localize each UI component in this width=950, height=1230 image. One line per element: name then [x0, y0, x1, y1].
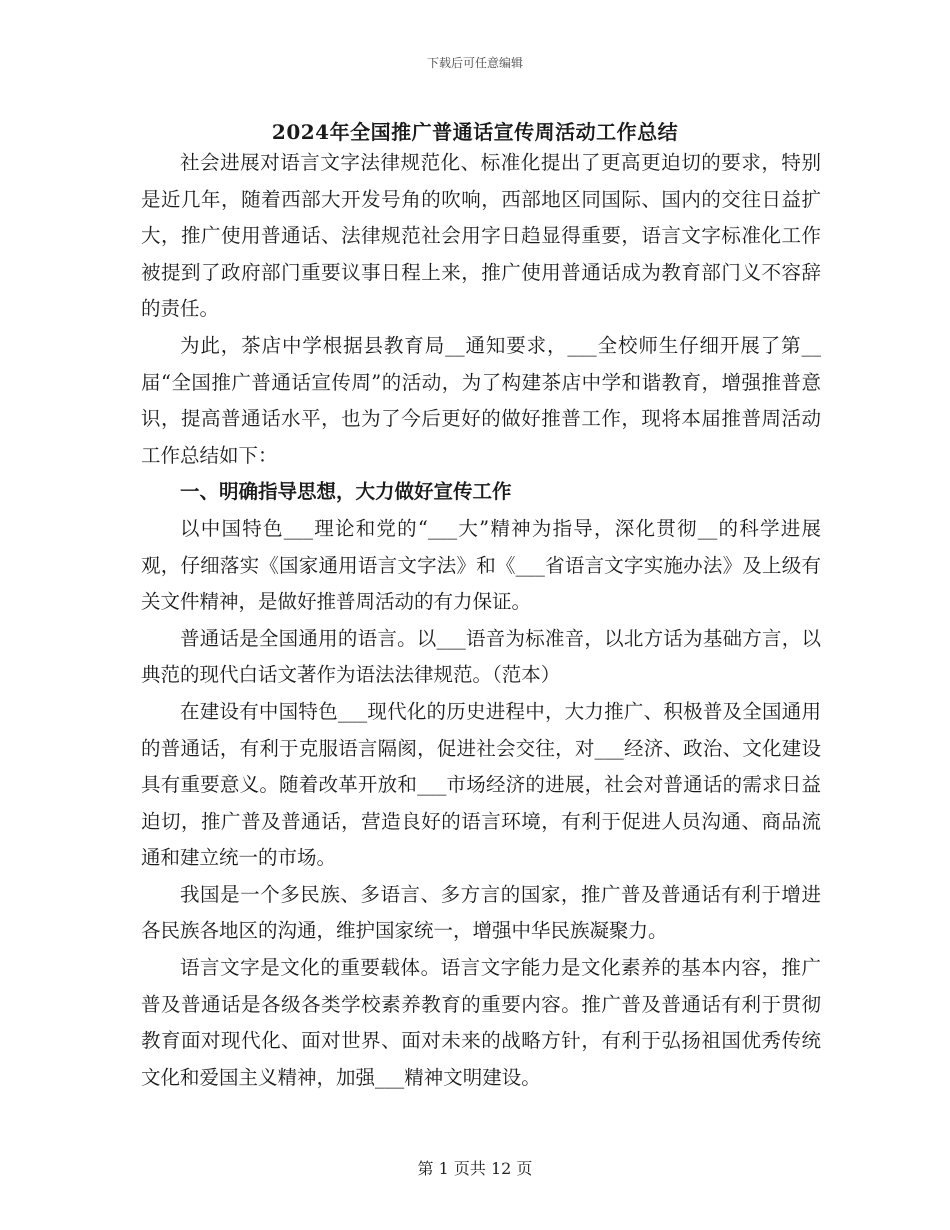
section1-paragraph-4: 我国是一个多民族、多语言、多方言的国家，推广普及普通话有利于增进各民族各地区的沟通，维护国家统一，增强中华民族凝聚力。: [141, 882, 821, 943]
section1-paragraph-5: 语言文字是文化的重要载体。语言文字能力是文化素养的基本内容，推广普及普通话是各级各类学校素养教育的重要内容。推广普及普通话有利于贯彻教育面对现代化、面对世界、面对未来的战略方针，有利于弘扬祖国优秀传统文化和爱国主义精神，加强___精神文明建设。: [141, 956, 821, 1089]
document-title: 2024年全国推广普通话宣传周活动工作总结: [271, 120, 679, 144]
section-heading-1: 一、明确指导思想，大力做好宣传工作: [180, 480, 512, 504]
document-body: [141, 145, 821, 1096]
page-header-note: 下载后可任意编辑: [426, 56, 523, 70]
page-number-footer: 第 1 页共 12 页: [417, 1159, 533, 1178]
section1-paragraph-1: 以中国特色___理论和党的“___大”精神为指导，深化贯彻__的科学进展观，仔细落实《国家通用语言文字法》和《___省语言文字实施办法》及上级有关文件精神，是做好推普周活动的有力保证。: [141, 516, 821, 614]
section1-paragraph-3: 在建设有中国特色___现代化的历史进程中，大力推广、积极普及全国通用的普通话，有利于克服语言隔阂，促进社会交往，对___经济、政治、文化建设具有重要意义。随着改革开放和___市场经济的进展，社会对普通话的需求日益迫切，推广普及普通话，营造良好的语言环境，有利于促进人员沟通、商品流通和建立统一的市场。: [141, 699, 821, 870]
intro-paragraph-1: 社会进展对语言文字法律规范化、标准化提出了更高更迫切的要求，特别是近几年，随着西部大开发号角的吹响，西部地区同国际、国内的交往日益扩大，推广使用普通话、法律规范社会用字日趋显得重要，语言文字标准化工作被提到了政府部门重要议事日程上来，推广使用普通话成为教育部门义不容辞的责任。: [141, 151, 821, 321]
intro-paragraph-2: 为此，茶店中学根据县教育局__通知要求，___全校师生仔细开展了第__届“全国推广普通话宣传周”的活动，为了构建茶店中学和谐教育，增强推普意识，提高普通话水平，也为了今后更好的做好推普工作，现将本届推普周活动工作总结如下：: [141, 333, 821, 467]
section1-paragraph-2: 普通话是全国通用的语言。以___语音为标准音，以北方话为基础方言，以典范的现代白话文著作为语法法律规范。（范本）: [141, 626, 821, 687]
